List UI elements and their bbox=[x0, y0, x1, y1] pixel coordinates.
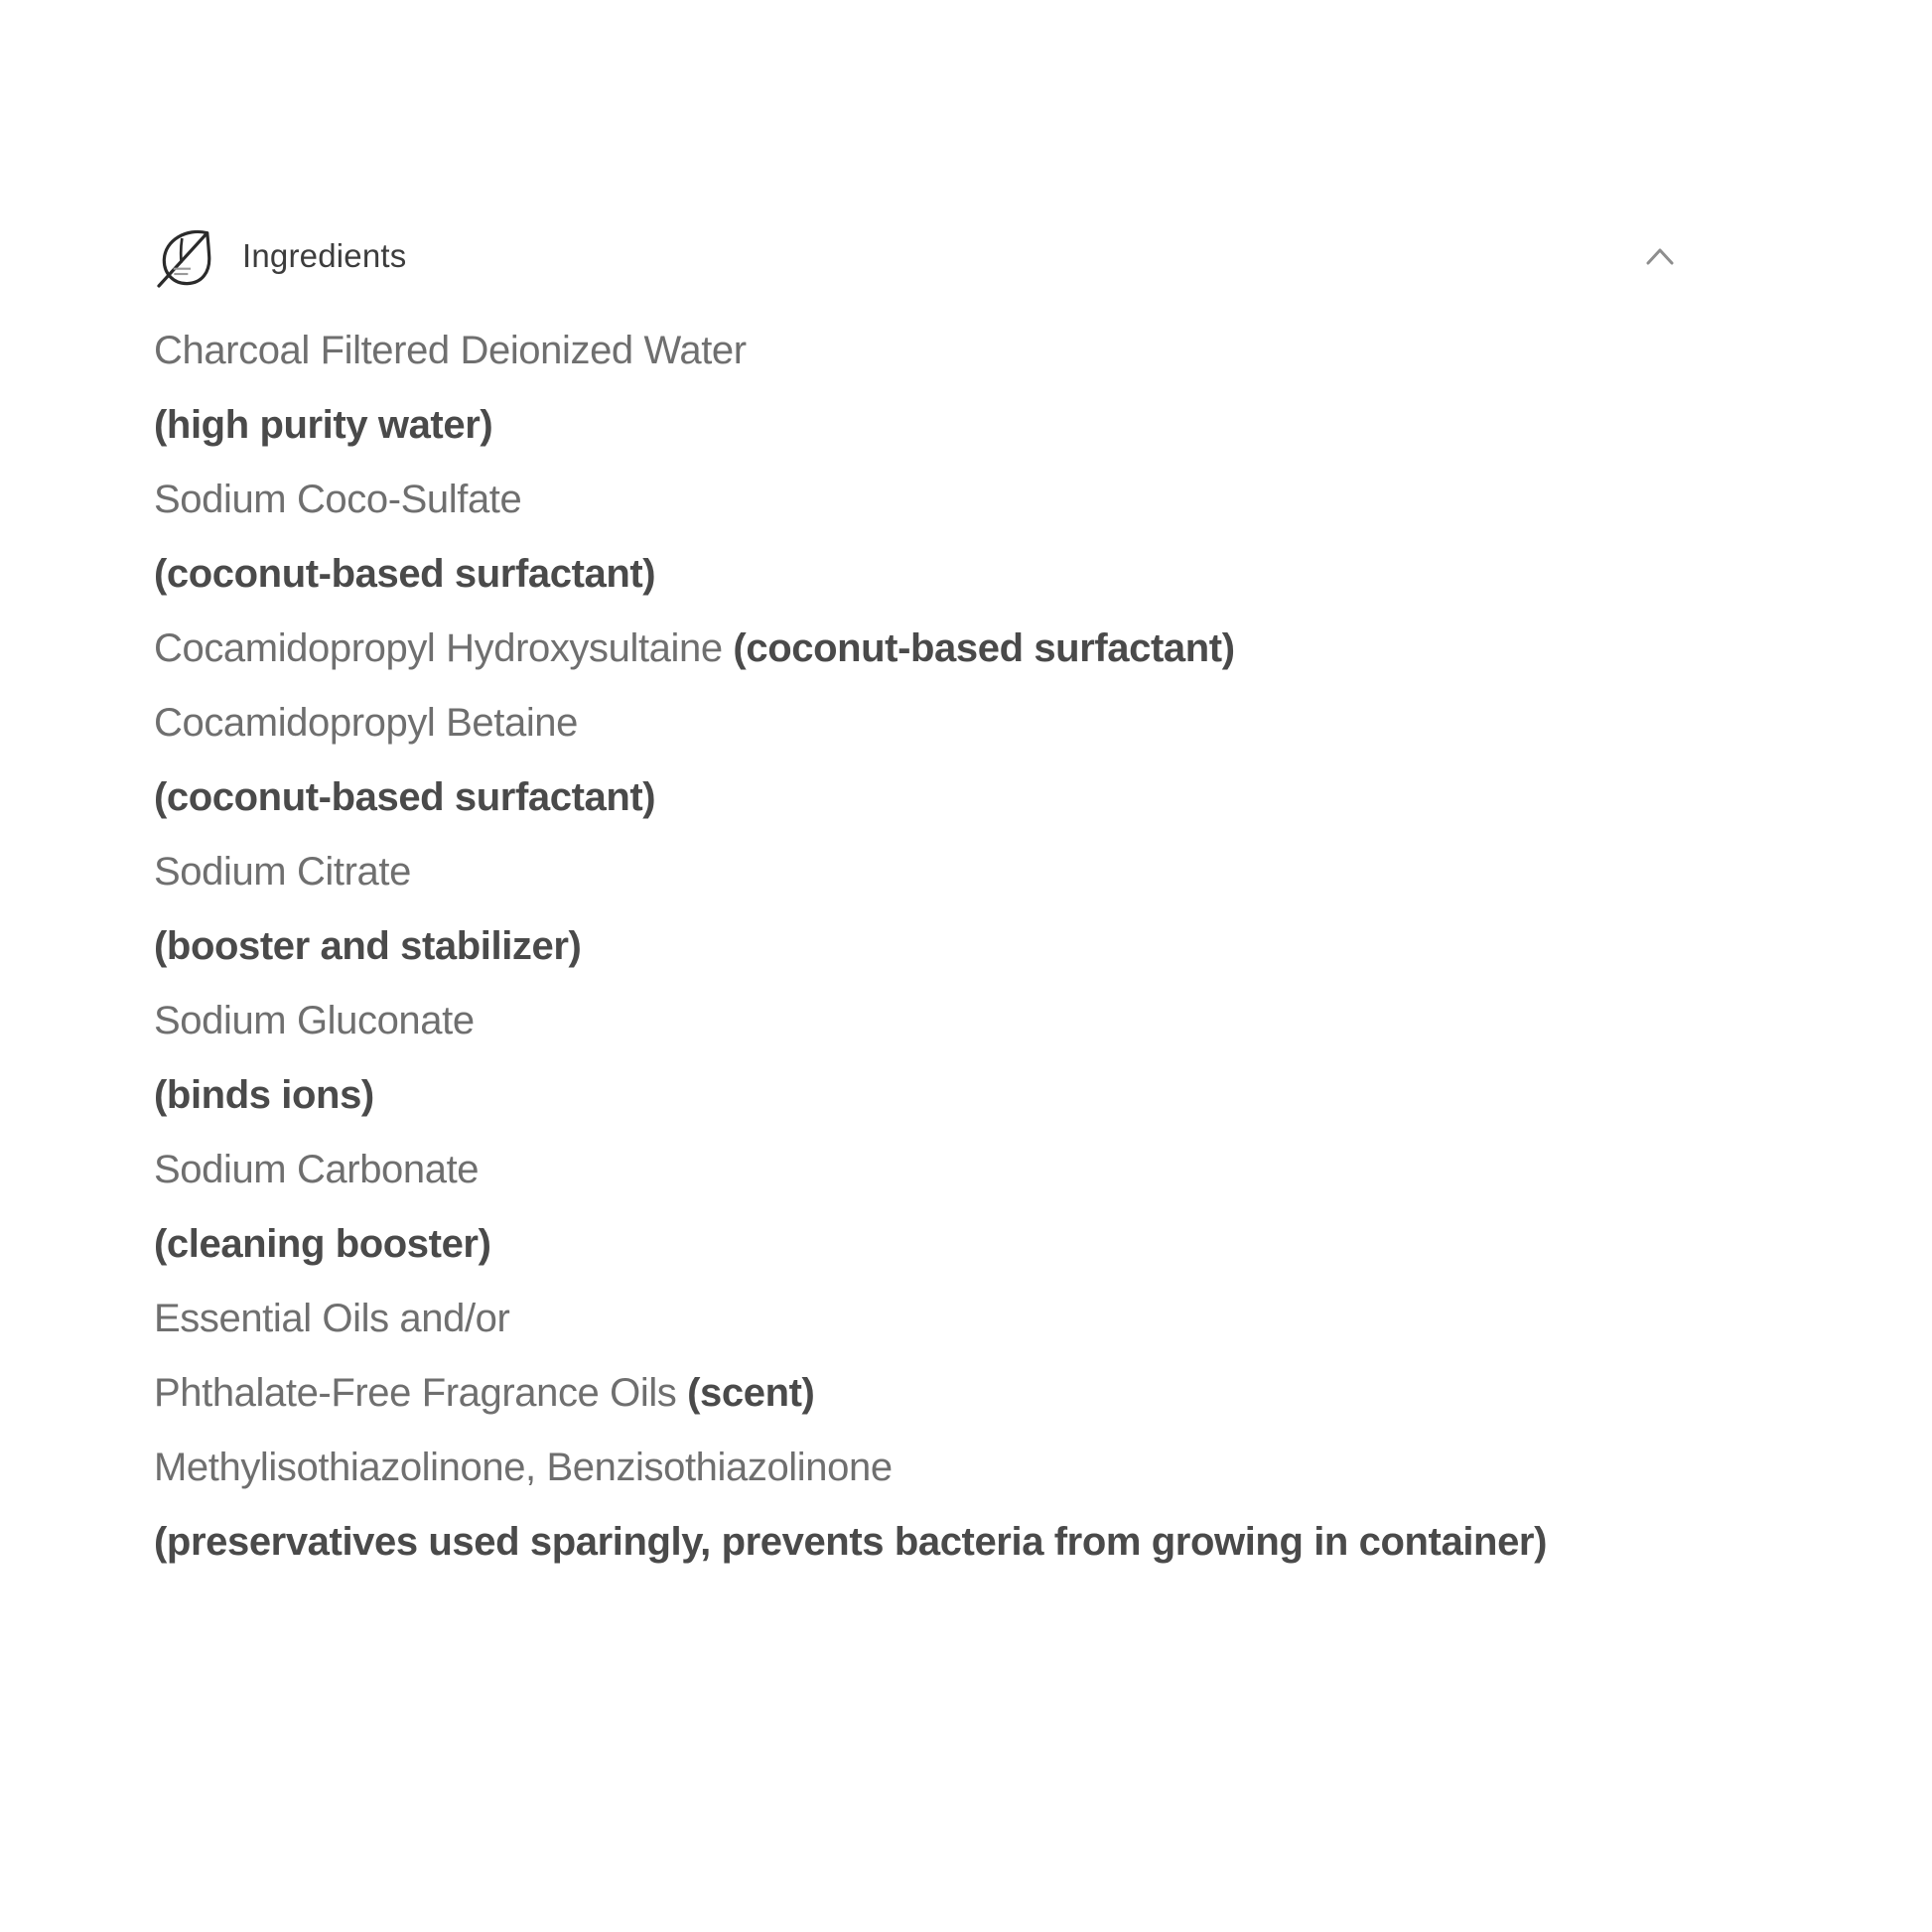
ingredient-note: (cleaning booster) bbox=[154, 1222, 491, 1266]
ingredient-name: Phthalate-Free Fragrance Oils bbox=[154, 1371, 688, 1415]
ingredient-line bbox=[154, 1133, 1842, 1207]
ingredient-note: (coconut-based surfactant) bbox=[733, 626, 1235, 670]
ingredient-line bbox=[154, 1431, 1842, 1505]
ingredient-line bbox=[154, 835, 1842, 909]
ingredient-note: (high purity water) bbox=[154, 403, 493, 447]
ingredient-name: Cocamidopropyl Betaine bbox=[154, 701, 579, 745]
ingredient-name: Sodium Carbonate bbox=[154, 1148, 480, 1191]
ingredient-line bbox=[154, 1356, 1842, 1431]
ingredient-name: Sodium Coco-Sulfate bbox=[154, 478, 522, 521]
ingredient-line bbox=[154, 1282, 1842, 1356]
ingredient-name: Methylisothiazolinone, Benzisothiazolinone bbox=[154, 1446, 893, 1489]
chevron-up-icon bbox=[1645, 245, 1675, 267]
ingredient-note: (coconut-based surfactant) bbox=[154, 775, 656, 819]
ingredients-list bbox=[154, 314, 1842, 1580]
ingredient-line bbox=[154, 314, 1842, 388]
ingredient-note: (preservatives used sparingly, prevents bacteria from growing in container) bbox=[154, 1520, 1548, 1564]
ingredient-line bbox=[154, 537, 1842, 612]
ingredient-name: Sodium Gluconate bbox=[154, 999, 475, 1042]
ingredient-name: Sodium Citrate bbox=[154, 850, 411, 894]
ingredient-note: (binds ions) bbox=[154, 1073, 374, 1117]
ingredient-line bbox=[154, 760, 1842, 835]
ingredient-note: (booster and stabilizer) bbox=[154, 924, 582, 968]
ingredient-name: Cocamidopropyl Hydroxysultaine bbox=[154, 626, 734, 670]
ingredient-line bbox=[154, 1058, 1842, 1133]
ingredient-line bbox=[154, 984, 1842, 1058]
ingredient-note: (coconut-based surfactant) bbox=[154, 552, 656, 596]
ingredient-line bbox=[154, 388, 1842, 463]
collapse-button[interactable] bbox=[1640, 236, 1680, 276]
ingredient-line bbox=[154, 1207, 1842, 1282]
accordion-title: Ingredients bbox=[242, 237, 407, 274]
ingredient-line bbox=[154, 686, 1842, 760]
ingredient-name: Charcoal Filtered Deionized Water bbox=[154, 329, 747, 372]
ingredients-accordion-header[interactable] bbox=[155, 222, 1680, 290]
ingredient-note: (scent) bbox=[687, 1371, 815, 1415]
ingredient-line bbox=[154, 909, 1842, 984]
ingredient-line bbox=[154, 463, 1842, 537]
ingredient-name: Essential Oils and/or bbox=[154, 1297, 510, 1340]
leaf-icon bbox=[155, 224, 218, 288]
ingredient-line bbox=[154, 1505, 1842, 1580]
ingredient-line bbox=[154, 612, 1842, 686]
